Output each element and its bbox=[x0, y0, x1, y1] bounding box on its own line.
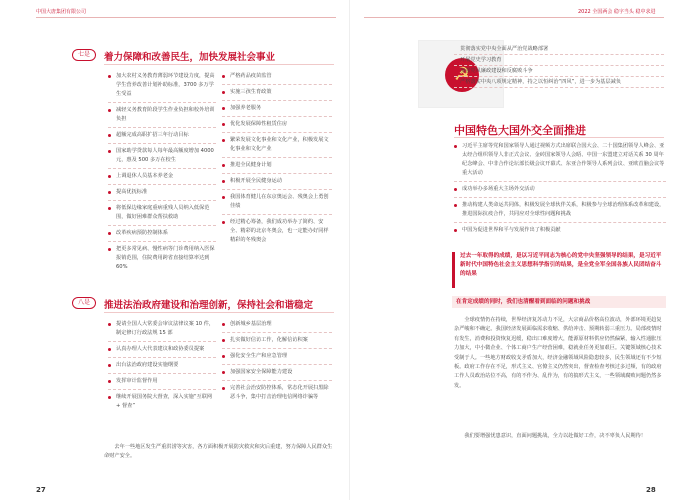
item-separator bbox=[108, 184, 216, 185]
item-separator bbox=[108, 241, 216, 242]
item-separator bbox=[222, 364, 332, 365]
item-separator bbox=[222, 84, 332, 85]
bullet-item: 加大农村义务教育薄弱环节建设力度，提高学生营养改善计划补助标准，3700 多万学生受益 bbox=[108, 72, 216, 99]
party-building-item: 开展党史学习教育 bbox=[454, 55, 664, 66]
item-separator bbox=[222, 132, 332, 133]
diplomacy-list bbox=[454, 142, 666, 235]
bullet-item: 继续开展国务院大督查，深入实施“互联网 + 督查” bbox=[108, 393, 216, 411]
party-emblem-icon: ☭ bbox=[445, 58, 479, 92]
bullet-item: 优化发展保障性租赁住房 bbox=[222, 120, 332, 129]
bullet-item: 将低保边缘家庭重病重残人员纳入低保范围，做好困难群众帮扶救助 bbox=[108, 204, 216, 222]
bullet-item: 习近平主席等党和国家领导人通过视频方式出席联合国大会、二十国集团领导人峰会、亚太经合组织领导人非正式会议、金砖国家领导人会晤、中国一东盟建立对话关系 30 周年纪念峰会、中非合作论坛部长级会议开幕式、东亚合作领导人系列会议、亚欧首脑会议等重大活动 bbox=[454, 142, 666, 178]
challenges-band-title: 在肯定成绩的同时，我们也清醒看到面临的问题和挑战 bbox=[456, 299, 591, 305]
section-7-col-1 bbox=[108, 72, 216, 272]
challenges-paragraph: 全球疫情仍在持续，世界经济复苏动力不足，大宗商品价格高位波动，外部环境更趋复杂严峻和不确定。我国经济发展面临需求收缩、供给冲击、预期转弱三重压力。局部疫情时有发生，消费和投资恢复迟缓，稳出口难度增大，能源原材料供应仍然偏紧，输入性通胀压力加大，中小微企业、个体工商户生产经营困难，稳就业任务更加艰巨。关键领域核心技术受制于人。一些地方财政收支矛盾加大，经济金融领域风险隐患较多，民生领域还有不少短板。政府工作存在不足，形式主义、官僚主义仍然突出，督查检查考核过多过频，有的政府工作人员政治站位不高，有的不作为、乱作为，有的搞形式主义，一些领域腐败问题仍然多发。 bbox=[454, 317, 662, 389]
item-separator bbox=[222, 332, 332, 333]
item-separator bbox=[222, 214, 332, 215]
bullet-item: 扎实做好信访工作，化解信访积案 bbox=[222, 336, 332, 345]
bullet-item: 把更多常见病、慢性病等门诊费用纳入医保报销范围，住院费用跨省直接结算率达到 60% bbox=[108, 245, 216, 272]
item-separator bbox=[108, 102, 216, 103]
bullet-item: 强化安全生产和应急管理 bbox=[222, 352, 332, 361]
bullet-item: 上调退休人员基本养老金 bbox=[108, 172, 216, 181]
header-org-name: 中国大唐集团有限公司 bbox=[36, 9, 87, 15]
item-separator bbox=[222, 189, 332, 190]
bullet-item: 中国为促进世界和平与发展作出了积极贡献 bbox=[454, 226, 666, 235]
item-separator bbox=[454, 197, 666, 198]
item-separator bbox=[454, 222, 666, 223]
bullet-item: 加强国家安全保障能力建设 bbox=[222, 368, 332, 377]
item-separator bbox=[454, 181, 666, 182]
bullet-item: 加强养老服务 bbox=[222, 104, 332, 113]
item-separator bbox=[108, 389, 216, 390]
bullet-item: 实施三孩生育政策 bbox=[222, 88, 332, 97]
bullet-item: 成功举办多场重大主场外交活动 bbox=[454, 185, 666, 194]
item-separator bbox=[108, 225, 216, 226]
section-7-col-2 bbox=[222, 72, 332, 245]
item-separator bbox=[108, 357, 216, 358]
item-separator bbox=[108, 168, 216, 169]
bullet-item: 经过精心筹备，我们成功举办了简约、安全、精彩的北京冬奥会，也一定能办好同样精彩的冬残奥会 bbox=[222, 218, 332, 245]
right-page bbox=[350, 0, 700, 500]
party-building-item: 严格落实中央八项规定精神，持之以恒纠治“四风”，进一步为基层减负 bbox=[454, 77, 664, 88]
item-separator bbox=[222, 100, 332, 101]
bullet-item: 提高优抚标准 bbox=[108, 188, 216, 197]
achievement-quote: 过去一年取得的成绩，是以习近平同志为核心的党中央坚强领导的结果，是习近平新时代中国特色社会主义思想科学指引的结果，是全党全军全国各族人民团结奋斗的结果 bbox=[460, 253, 662, 277]
section-8-col-1 bbox=[108, 320, 216, 411]
item-separator bbox=[108, 200, 216, 201]
bullet-item: 认真办理人大代表建议和政协委员提案 bbox=[108, 345, 216, 354]
item-separator bbox=[222, 173, 332, 174]
header-rule-right bbox=[364, 17, 664, 18]
bullet-item: 超额完成高职扩招三年行动目标 bbox=[108, 131, 216, 140]
diplomacy-section-title: 中国特色大国外交全面推进 bbox=[454, 124, 586, 137]
page-number-right: 28 bbox=[646, 486, 656, 494]
bullet-item: 严格药品疫苗监管 bbox=[222, 72, 332, 81]
bullet-item: 积极开展全民健身运动 bbox=[222, 177, 332, 186]
section-8-tag: 八是 bbox=[72, 297, 96, 309]
item-separator bbox=[222, 116, 332, 117]
bullet-item: 提请全国人大常委会审议法律议案 10 件，制定修订行政法规 15 部 bbox=[108, 320, 216, 338]
bullet-item: 繁荣发展文化事业和文化产业，积极发展文化事业和文化产业 bbox=[222, 136, 332, 154]
party-building-item: 加强党风廉政建设和反腐败斗争 bbox=[454, 66, 664, 77]
item-separator bbox=[108, 341, 216, 342]
bullet-item: 推动构建人类命运共同体，积极发展全球伙伴关系，积极参与全球治理体系改革和建设，推进国际抗疫合作，共同应对全球性问题和挑战 bbox=[454, 201, 666, 219]
item-separator bbox=[222, 157, 332, 158]
bullet-item: 创新城乡基层治理 bbox=[222, 320, 332, 329]
section-7-tag: 七是 bbox=[72, 49, 96, 61]
item-separator bbox=[222, 380, 332, 381]
bullet-item: 我国体育健儿在东京奥运会、残奥会上勇创佳绩 bbox=[222, 193, 332, 211]
page-number-left: 27 bbox=[36, 486, 46, 494]
section-8-title: 推进法治政府建设和治理创新，保持社会和谐稳定 bbox=[104, 300, 314, 311]
item-separator bbox=[222, 348, 332, 349]
closing-paragraph: 我们要增强忧患意识，直面问题挑战，全力以赴做好工作，决不辜负人民期待！ bbox=[464, 433, 646, 439]
section-8-footer-paragraph: 去年一些地区发生严重洪涝等灾害，各方面积极开展防灾救灾和灾后重建，努力保障人民群众生命财产安全。 bbox=[104, 444, 333, 460]
item-separator bbox=[108, 127, 216, 128]
bullet-item: 减轻义务教育阶段学生作业负担和校外培训负担 bbox=[108, 106, 216, 124]
header-slogan: 2022 全国两会 稳字当头 稳中求进 bbox=[578, 9, 656, 15]
bullet-item: 完善社会治安防控体系，常态化开展扫黑除恶斗争，集中打击治理电信网络诈骗等 bbox=[222, 384, 332, 402]
section-8-col-2 bbox=[222, 320, 332, 402]
party-building-list bbox=[454, 44, 664, 88]
header-rule bbox=[36, 17, 336, 18]
section-7-title: 着力保障和改善民生，加快发展社会事业 bbox=[104, 52, 276, 63]
section-8-rule bbox=[104, 312, 334, 313]
section-7-rule bbox=[104, 64, 334, 65]
item-separator bbox=[108, 373, 216, 374]
quote-accent-bar bbox=[452, 252, 455, 288]
diplomacy-section-rule bbox=[454, 137, 664, 138]
party-building-item: 贯彻落实党中央全面从严治党战略部署 bbox=[454, 44, 664, 55]
bullet-item: 发挥审计监督作用 bbox=[108, 377, 216, 386]
item-separator bbox=[108, 143, 216, 144]
bullet-item: 国家助学贷款每人每年最高额度增加 4000 元，惠及 500 多万在校生 bbox=[108, 147, 216, 165]
bullet-item: 改革疾病预防控制体系 bbox=[108, 229, 216, 238]
bullet-item: 推进全民健身计划 bbox=[222, 161, 332, 170]
bullet-item: 出台法治政府建设实施纲要 bbox=[108, 361, 216, 370]
